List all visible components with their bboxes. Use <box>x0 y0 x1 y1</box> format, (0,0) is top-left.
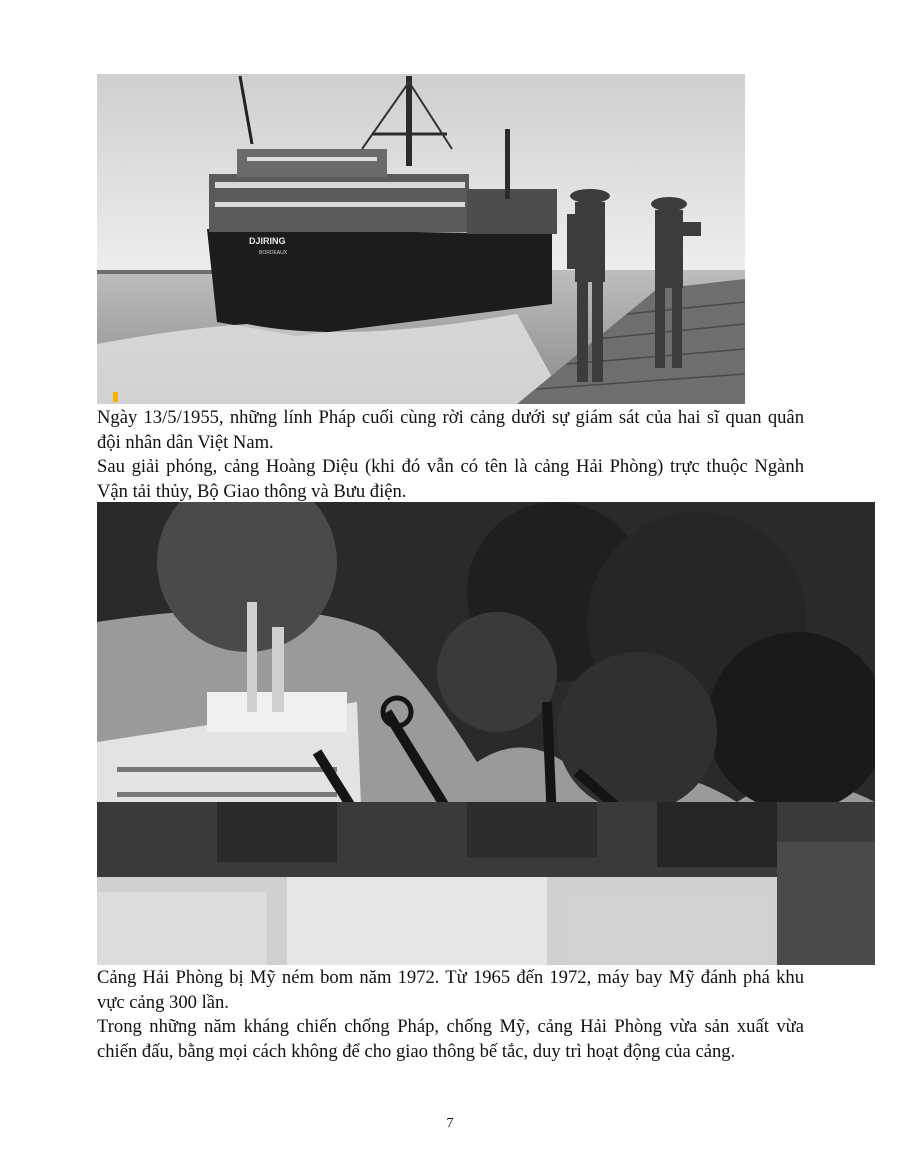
photo-port-bombing <box>97 502 875 965</box>
photo2-caption: Cảng Hải Phòng bị Mỹ ném bom năm 1972. Từ 1965 đến 1972, máy bay Mỹ đánh phá khu vực cảng 300 lần. <box>97 967 804 1013</box>
paragraph-resistance: Trong những năm kháng chiến chống Pháp, chống Mỹ, cảng Hải Phòng vừa sản xuất vừa chiến đấu, bằng mọi cách không để cho giao thông bế tắc, duy trì hoạt động của cảng. <box>97 1016 804 1062</box>
ship-departure-image <box>97 74 745 404</box>
hull-name-text: DJIRING <box>249 236 286 246</box>
photo-ship-departure <box>97 74 745 404</box>
image-marker-icon <box>113 392 118 402</box>
port-bombing-image <box>97 502 875 965</box>
page-number: 7 <box>446 1116 454 1131</box>
photo1-caption: Ngày 13/5/1955, những lính Pháp cuối cùng rời cảng dưới sự giám sát của hai sĩ quan quân đội nhân dân Việt Nam. <box>97 407 804 453</box>
paragraph-liberation: Sau giải phóng, cảng Hoàng Diệu (khi đó vẫn có tên là cảng Hải Phòng) trực thuộc Ngành Vận tải thủy, Bộ Giao thông và Bưu điện. <box>97 456 804 502</box>
hull-port-text: BORDEAUX <box>259 250 288 256</box>
